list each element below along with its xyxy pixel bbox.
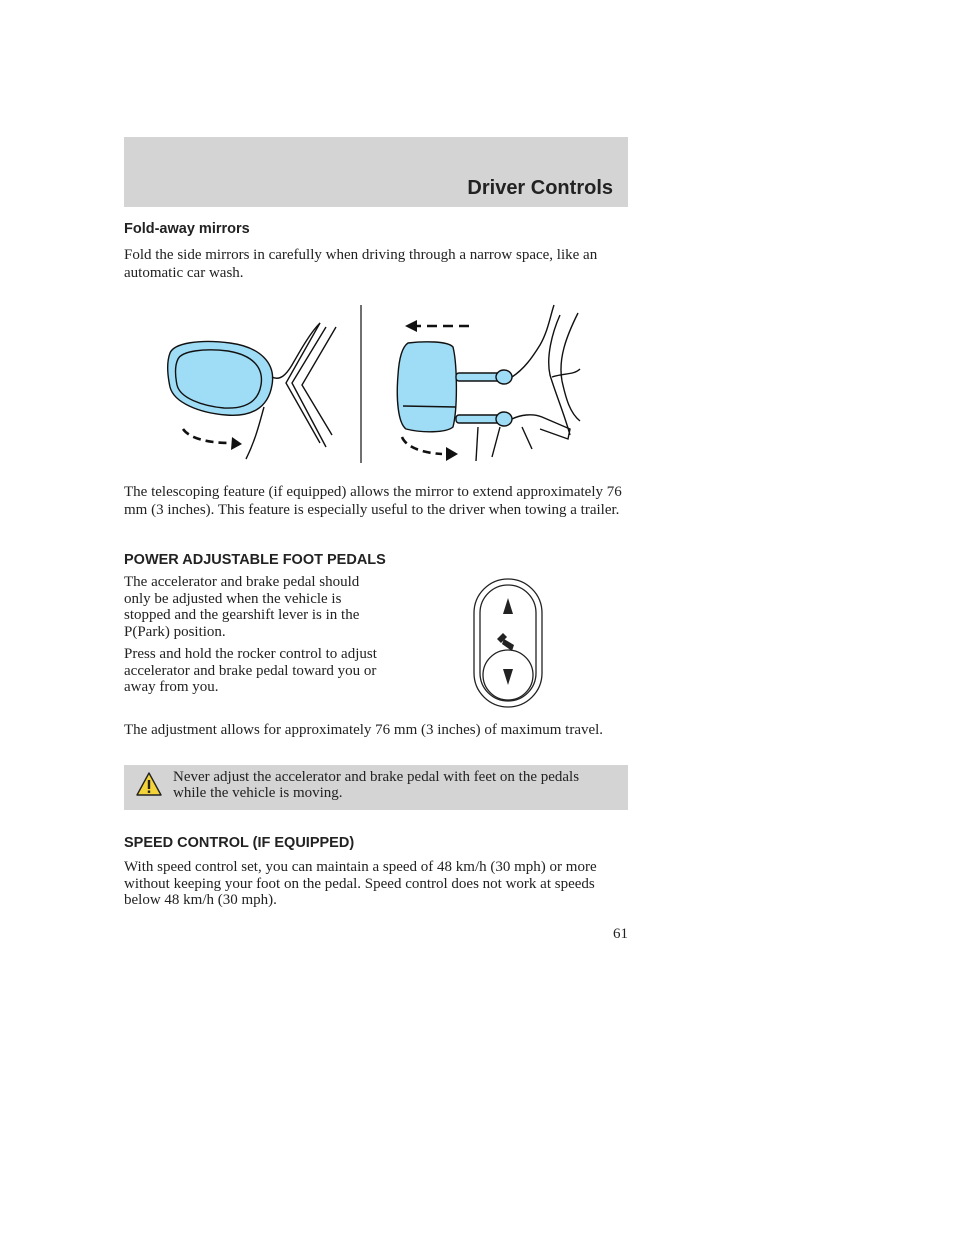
section-header-band xyxy=(124,137,628,207)
mirror-folded-icon xyxy=(168,323,336,459)
section-title: Driver Controls xyxy=(467,177,613,199)
fold-away-heading: Fold-away mirrors xyxy=(124,221,250,237)
speed-control-body: With speed control set, you can maintain a speed of 48 km/h (30 mph) or more without keeping your foot on the pedal. Speed control does not work at speeds below 48 km/h (30 mph). xyxy=(124,859,597,908)
pedals-heading: POWER ADJUSTABLE FOOT PEDALS xyxy=(124,552,386,568)
mirror-extended-icon xyxy=(397,305,580,461)
telescoping-paragraph: The telescoping feature (if equipped) allows the mirror to extend approximately 76 mm (3 inches). This feature is especially useful to the driver when towing a trailer. xyxy=(124,484,622,518)
fold-away-mirror-illustration xyxy=(160,303,590,465)
page-number: 61 xyxy=(613,926,628,942)
speed-control-heading: SPEED CONTROL (IF EQUIPPED) xyxy=(124,835,355,851)
warning-text: Never adjust the accelerator and brake pedal with feet on the pedals while the vehicle is moving. xyxy=(173,769,580,801)
pedals-para-2: Press and hold the rocker control to adjust accelerator and brake pedal toward you or away from you. xyxy=(124,646,377,695)
fold-away-body: Fold the side mirrors in carefully when driving through a narrow space, like an automatic car wash. xyxy=(124,247,598,281)
warning-box xyxy=(124,765,628,810)
adjustment-paragraph: The adjustment allows for approximately 76 mm (3 inches) of maximum travel. xyxy=(124,722,604,738)
pedal-rocker-switch-illustration xyxy=(470,577,546,709)
warning-icon xyxy=(136,771,162,797)
pedals-para-1: The accelerator and brake pedal should only be adjusted when the vehicle is stopped and the gearshift lever is in the P(Park) position. xyxy=(124,574,360,640)
